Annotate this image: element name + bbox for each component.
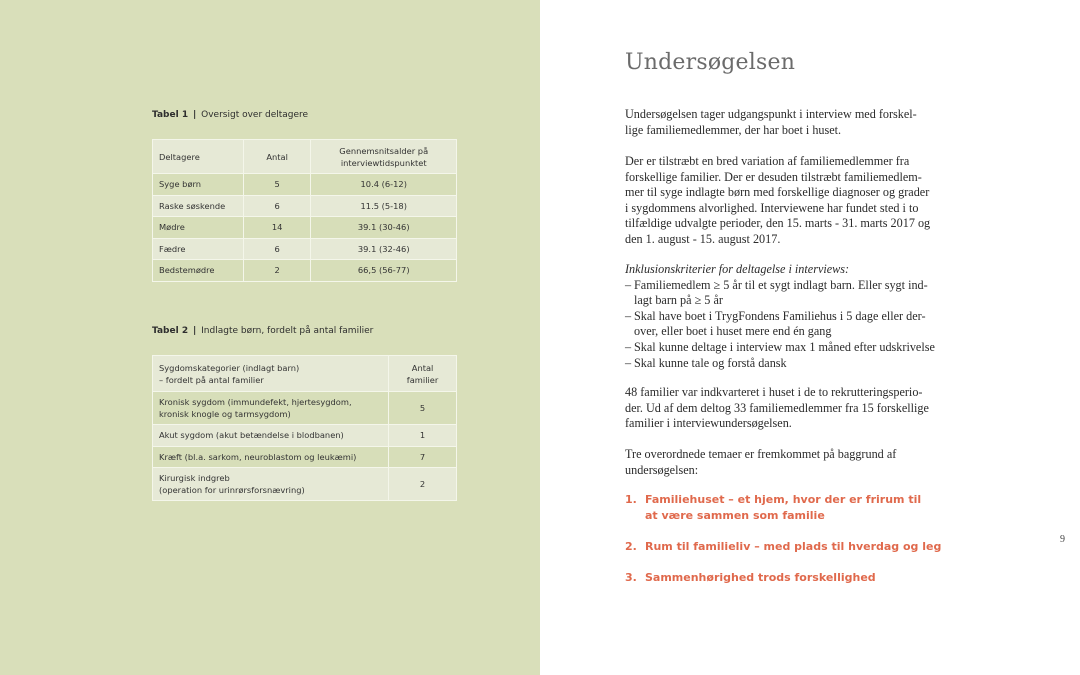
theme-item — [625, 492, 921, 524]
theme-number: 3. — [625, 571, 637, 584]
table-row — [153, 195, 457, 217]
cell-count: 6 — [243, 238, 311, 260]
text-line: 48 familier var indkvarteret i huset i de to rekrutteringsperio- — [625, 385, 923, 399]
header-antal: Antal — [243, 140, 311, 174]
criteria-item — [625, 339, 935, 356]
cell-families: 1 — [389, 425, 457, 447]
text-line: Der er tilstræbt en bred variation af familiemedlemmer fra — [625, 154, 910, 168]
participants-table — [152, 139, 457, 282]
header-average-age-line2: interviewtidspunktet — [340, 157, 427, 168]
cell-category-line2: kronisk knogle og tarmsygdom) — [159, 409, 291, 419]
table2-caption-separator: | — [192, 326, 197, 336]
header-disease-category-line1: Sygdomskategorier (indlagt barn) — [159, 362, 300, 373]
cell-count: 5 — [243, 174, 311, 196]
criteria-item — [625, 309, 930, 340]
table-row — [153, 217, 457, 239]
table-row — [153, 174, 457, 196]
inclusion-criteria — [625, 262, 935, 371]
cell-category-line1: Kronisk sygdom (immundefekt, hjertesygdom, — [159, 397, 352, 407]
cell-category-line1: Kirurgisk indgreb — [159, 473, 230, 483]
table1-caption-label: Tabel 1 — [152, 110, 189, 120]
table-header-row — [153, 140, 457, 174]
hospitalized-children-table — [152, 355, 457, 501]
theme-text — [645, 570, 876, 586]
table-row — [153, 238, 457, 260]
header-family-count-line1: Antal — [411, 362, 434, 373]
text-line: den 1. august - 15. august 2017. — [625, 231, 781, 246]
criteria-item-line1: Skal have boet i TrygFondens Familiehus i 5 dage eller der- — [634, 308, 926, 323]
table1-caption-text: Oversigt over deltagere — [201, 110, 309, 120]
cell-category: Kræft (bl.a. sarkom, neuroblastom og leukæmi) — [153, 446, 389, 468]
cell-age: 39.1 (30-46) — [311, 217, 457, 239]
header-family-count-line2: familier — [406, 374, 439, 385]
dash-bullet: – — [625, 355, 632, 370]
dash-bullet: – — [625, 277, 632, 292]
cell-group: Bedstemødre — [153, 260, 244, 282]
table2-caption-text: Indlagte børn, fordelt på antal familier — [201, 326, 374, 336]
text-line: undersøgelsen: — [625, 462, 699, 477]
cell-age: 10.4 (6-12) — [311, 174, 457, 196]
cell-age: 66,5 (56-77) — [311, 260, 457, 282]
text-line: tilfældige udvalgte perioder, den 15. marts - 31. marts 2017 og — [625, 216, 931, 231]
header-average-age-line1: Gennemsnitsalder på — [339, 145, 429, 156]
text-line: lige familiemedlemmer, der har boet i huset. — [625, 122, 842, 137]
cell-count: 14 — [243, 217, 311, 239]
criteria-item-line2: lagt barn på ≥ 5 år — [634, 293, 723, 308]
cell-group: Fædre — [153, 238, 244, 260]
criteria-title: Inklusionskriterier for deltagelse i interviews: — [625, 262, 850, 276]
cell-group: Raske søskende — [153, 195, 244, 217]
header-disease-category-line2: – fordelt på antal familier — [159, 374, 264, 385]
intro-paragraph — [625, 107, 930, 138]
cell-age: 11.5 (5-18) — [311, 195, 457, 217]
theme-number: 2. — [625, 540, 637, 553]
table1-caption-separator: | — [192, 110, 197, 120]
cell-age: 39.1 (32-46) — [311, 238, 457, 260]
page-number: 9 — [1060, 534, 1065, 545]
text-line: i sygdommens alvorlighed. Interviewene har fundet sted i to — [625, 200, 919, 215]
theme-text-line1: Rum til familieliv – med plads til hverdag og leg — [645, 540, 942, 553]
cell-category — [153, 468, 389, 501]
theme-text-line2: at være sammen som familie — [645, 509, 825, 522]
text-line: Tre overordnede temaer er fremkommet på baggrund af — [625, 447, 897, 461]
table-row — [153, 425, 457, 447]
criteria-item — [625, 278, 930, 309]
table2-caption — [152, 326, 373, 336]
theme-item — [625, 539, 941, 555]
header-average-age — [311, 140, 457, 174]
dash-bullet: – — [625, 308, 632, 323]
criteria-item-line1: Familiemedlem ≥ 5 år til et sygt indlagt barn. Eller sygt ind- — [634, 277, 928, 292]
criteria-item-line1: Skal kunne tale og forstå dansk — [634, 355, 787, 370]
cell-count: 2 — [243, 260, 311, 282]
table-header-row — [153, 356, 457, 392]
table-row — [153, 468, 457, 501]
theme-text — [645, 492, 921, 524]
cell-category — [153, 392, 389, 425]
header-disease-category — [153, 356, 389, 392]
cell-families: 7 — [389, 446, 457, 468]
criteria-item-line2: over, eller boet i huset mere end én gang — [634, 324, 832, 339]
theme-text — [645, 539, 941, 555]
table-row — [153, 446, 457, 468]
cell-families: 5 — [389, 392, 457, 425]
cell-count: 6 — [243, 195, 311, 217]
table2-caption-label: Tabel 2 — [152, 326, 189, 336]
table1-caption — [152, 110, 308, 120]
header-deltagere: Deltagere — [153, 140, 244, 174]
text-line: familier i interviewundersøgelsen. — [625, 416, 792, 431]
criteria-item — [625, 356, 930, 372]
text-line: Undersøgelsen tager udgangspunkt i interview med forskel- — [625, 107, 917, 121]
text-line: forskellige familier. Der er desuden tilstræbt familiemedlem- — [625, 169, 922, 184]
text-line: der. Ud af dem deltog 33 familiemedlemmer fra 15 forskellige — [625, 400, 929, 415]
criteria-item-line1: Skal kunne deltage i interview max 1 måned efter udskrivelse — [634, 339, 935, 354]
cell-group: Mødre — [153, 217, 244, 239]
theme-number: 1. — [625, 493, 637, 506]
table-row — [153, 392, 457, 425]
theme-item — [625, 570, 876, 586]
page-title: Undersøgelsen — [625, 50, 796, 75]
text-line: mer til syge indlagte børn med forskellige diagnoser og grader — [625, 185, 930, 200]
table-row — [153, 260, 457, 282]
theme-text-line1: Sammenhørighed trods forskellighed — [645, 571, 876, 584]
dash-bullet: – — [625, 339, 632, 354]
cell-category: Akut sygdom (akut betændelse i blodbanen) — [153, 425, 389, 447]
theme-text-line1: Familiehuset – et hjem, hvor der er frirum til — [645, 493, 922, 506]
families-paragraph — [625, 385, 930, 432]
cell-families: 2 — [389, 468, 457, 501]
themes-intro-paragraph — [625, 447, 930, 478]
header-family-count — [389, 356, 457, 392]
cell-category-line2: (operation for urinrørsforsnævring) — [159, 485, 305, 495]
cell-group: Syge børn — [153, 174, 244, 196]
variation-paragraph — [625, 154, 930, 248]
